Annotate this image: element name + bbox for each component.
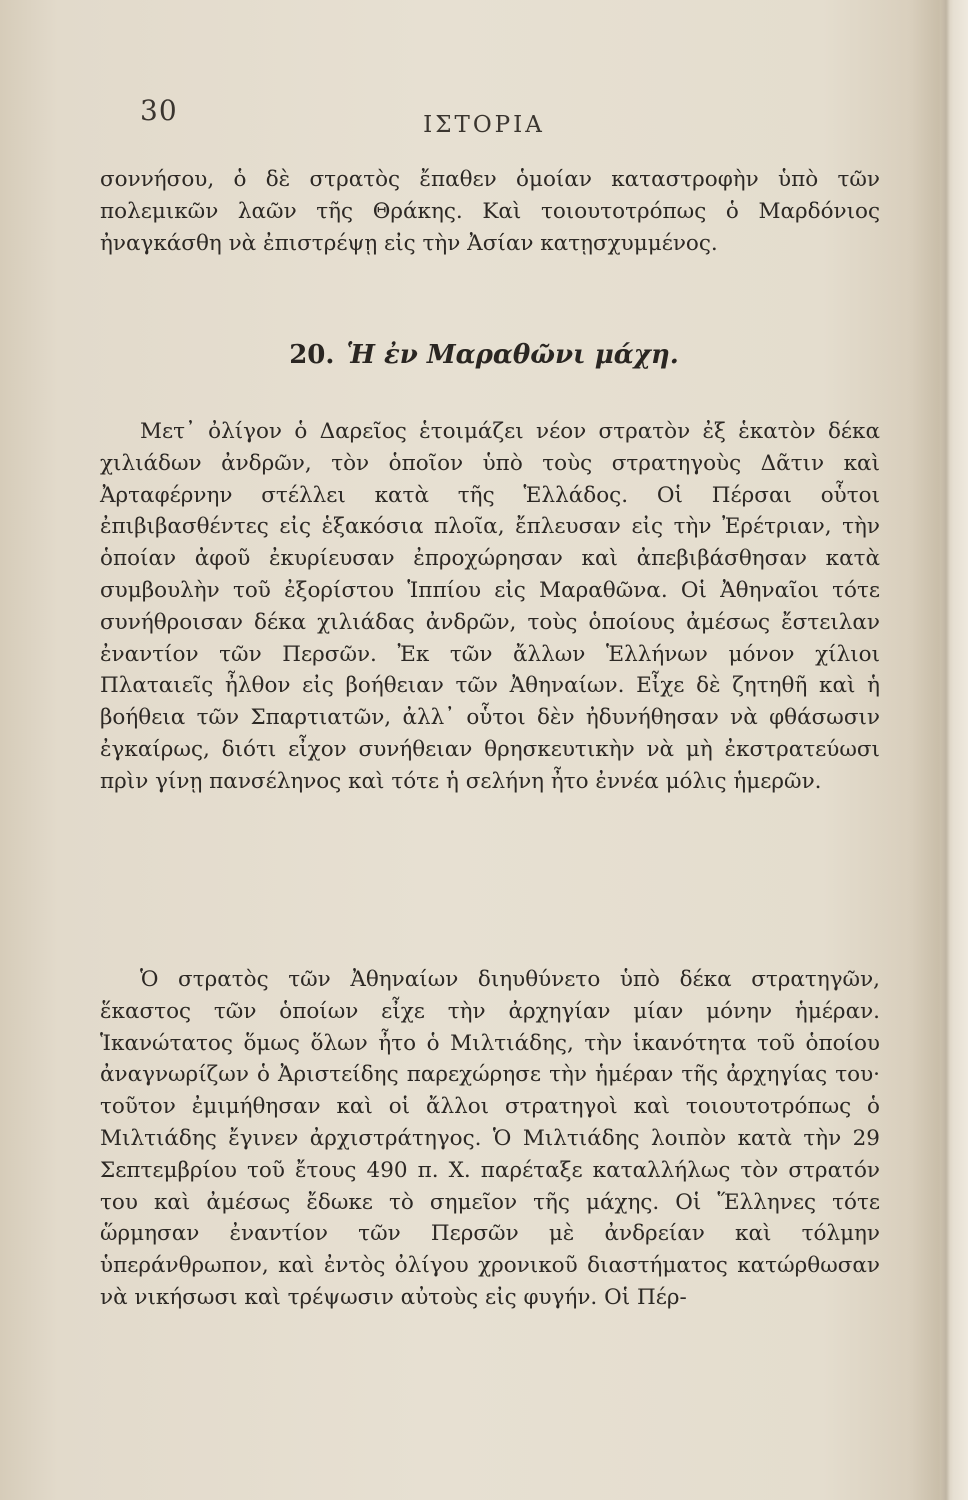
paragraph-miltiades: Ὁ στρατὸς τῶν Ἀθηναίων διηυθύνετο ὑπὸ δέκα στρατηγῶν, ἕκαστος τῶν ὁποίων εἶχε τὴν ἀρχηγίαν μίαν μόνην ἡμέραν. Ἱκανώτατος ὅμως ὅλων ἦτο ὁ Μιλτιάδης, τὴν ἱκανότητα τοῦ ὁποίου ἀναγνωρίζων ὁ Ἀριστείδης παρεχώρησε τὴν ἡμέραν τῆς ἀρχηγίας του· τοῦτον ἐμιμήθησαν καὶ οἱ ἄλλοι στρατηγοὶ καὶ τοιουτοτρόπως ὁ Μιλτιάδης ἔγινεν ἀρχιστράτηγος. Ὁ Μιλτιάδης λοιπὸν κατὰ τὴν 29 Σεπτεμβρίου τοῦ ἔτους 490 π. Χ. παρέταξε καταλλήλως τὸν στρατόν του καὶ ἀμέσως ἔδωκε τὸ σημεῖον τῆς μάχης. Οἱ Ἕλληνες τότε ὥρμησαν ἐναντίον τῶν Περσῶν μὲ ἀνδρείαν καὶ τόλμην ὑπεράνθρωπον, καὶ ἐντὸς ὀλίγου χρονικοῦ διαστήματος κατώρθωσαν νὰ νικήσωσι καὶ τρέψωσιν αὐτοὺς εἰς φυγήν. Οἱ Πέρ- <box>100 967 880 1310</box>
section-heading <box>0 340 968 370</box>
section-title: Ἡ ἐν Μαραθῶνι μάχη. <box>346 340 679 370</box>
page-edge-shadow <box>940 0 950 1500</box>
section-number: 20. <box>289 340 335 370</box>
paragraph-continuation: σοννήσου, ὁ δὲ στρατὸς ἔπαθεν ὁμοίαν καταστροφὴν ὑπὸ τῶν πολεμικῶν λαῶν τῆς Θράκης. Καὶ τοιουτοτρόπως ὁ Μαρδόνιος ἠναγκάσθη νὰ ἐπιστρέψῃ εἰς τὴν Ἀσίαν κατῃσχυμμένος. <box>100 167 880 256</box>
paragraph-marathon-intro: Μετ᾽ ὀλίγον ὁ Δαρεῖος ἑτοιμάζει νέον στρατὸν ἐξ ἑκατὸν δέκα χιλιάδων ἀνδρῶν, τὸν ὁποῖον ὑπὸ τοὺς στρατηγοὺς Δᾶτιν καὶ Ἀρταφέρνην στέλλει κατὰ τῆς Ἑλλάδος. Οἱ Πέρσαι οὗτοι ἐπιβιβασθέντες εἰς ἑξακόσια πλοῖα, ἔπλευσαν εἰς τὴν Ἐρέτριαν, τὴν ὁποίαν ἀφοῦ ἐκυρίευσαν ἐπροχώρησαν καὶ ἀπεβιβάσθησαν κατὰ συμβουλὴν τοῦ ἐξορίστου Ἱππίου εἰς Μαραθῶνα. Οἱ Ἀθηναῖοι τότε συνήθροισαν δέκα χιλιάδας ἀνδρῶν, τοὺς ὁποίους ἀμέσως ἔστειλαν ἐναντίον τῶν Περσῶν. Ἐκ τῶν ἄλλων Ἑλλήνων μόνον χίλιοι Πλαταιεῖς ἦλθον εἰς βοήθειαν τῶν Ἀθηναίων. Εἶχε δὲ ζητηθῆ καὶ ἡ βοήθεια τῶν Σπαρτιατῶν, ἀλλ᾽ οὗτοι δὲν ἠδυνήθησαν νὰ φθάσωσιν ἐγκαίρως, διότι εἶχον συνήθειαν θρησκευτικὴν νὰ μὴ ἐκστρατεύωσι πρὶν γίνῃ πανσέληνος καὶ τότε ἡ σελήνη ἦτο ἐννέα μόλις ἡμερῶν. <box>100 419 880 794</box>
running-head: ΙΣΤΟΡΙΑ <box>423 112 545 138</box>
page-number: 30 <box>140 94 178 127</box>
